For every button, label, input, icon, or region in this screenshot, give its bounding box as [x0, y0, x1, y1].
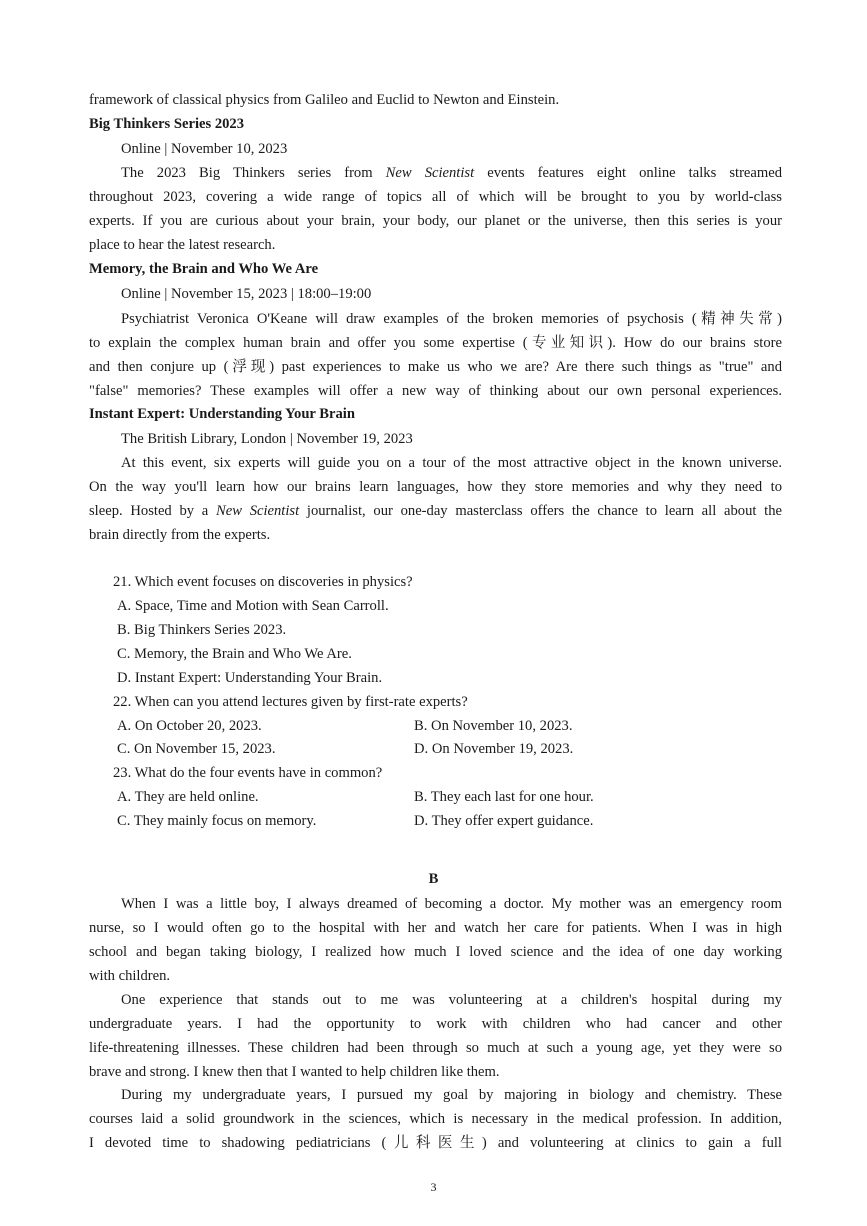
question-stem: 23. What do the four events have in common?: [113, 765, 383, 781]
passage-line: brain directly from the experts.: [89, 527, 271, 543]
answer-option: D. Instant Expert: Understanding Your Brain.: [117, 670, 383, 686]
passage-line: At this event, six experts will guide you on a tour of the most attractive object in the known universe.: [121, 455, 782, 471]
answer-option: D. On November 19, 2023.: [414, 741, 574, 757]
passage-line: I devoted time to shadowing pediatricians (儿科医生) and volunteering at clinics to gain a full: [89, 1135, 782, 1151]
passage-line: "false" memories? These examples will offer a new way of thinking about our own personal experiences.: [89, 383, 782, 399]
answer-option: A. Space, Time and Motion with Sean Carroll.: [117, 598, 389, 614]
passage-line: sleep. Hosted by a New Scientist journalist, our one-day masterclass offers the chance to learn all about the: [89, 503, 782, 519]
passage-line: life-threatening illnesses. These children had been through so much at such a young age, yet they were so: [89, 1040, 782, 1056]
answer-option: B. Big Thinkers Series 2023.: [117, 622, 287, 638]
event-meta: Online | November 15, 2023 | 18:00–19:00: [121, 286, 372, 302]
passage-line: framework of classical physics from Galileo and Euclid to Newton and Einstein.: [89, 92, 560, 108]
event-meta: Online | November 10, 2023: [121, 141, 288, 157]
answer-option: C. Memory, the Brain and Who We Are.: [117, 646, 352, 662]
answer-option: A. On October 20, 2023.: [117, 718, 262, 734]
passage-line: place to hear the latest research.: [89, 237, 276, 253]
passage-line: During my undergraduate years, I pursued my goal by majoring in biology and chemistry. These: [121, 1087, 782, 1103]
passage-line: undergraduate years. I had the opportunity to work with children who had cancer and other: [89, 1016, 782, 1032]
event-title: Big Thinkers Series 2023: [89, 116, 245, 132]
passage-line: courses laid a solid groundwork in the sciences, which is necessary in the medical profession. In addition,: [89, 1111, 782, 1127]
page-number: 3: [430, 1180, 437, 1194]
question-stem: 22. When can you attend lectures given by first-rate experts?: [113, 694, 468, 710]
answer-option: C. On November 15, 2023.: [117, 741, 276, 757]
passage-line: to explain the complex human brain and offer you some expertise (专业知识). How do our brains store: [89, 335, 782, 351]
event-title: Memory, the Brain and Who We Are: [89, 261, 319, 277]
answer-option: B. They each last for one hour.: [414, 789, 594, 805]
answer-option: B. On November 10, 2023.: [414, 718, 573, 734]
passage-line: throughout 2023, covering a wide range of topics all of which will be brought to you by world-class: [89, 189, 782, 205]
magazine-name: New Scientist: [385, 165, 475, 181]
answer-option: C. They mainly focus on memory.: [117, 813, 317, 829]
section-heading: B: [428, 871, 439, 887]
passage-line: school and began taking biology, I realized how much I loved science and the idea of one day working: [89, 944, 782, 960]
passage-line: Psychiatrist Veronica O'Keane will draw examples of the broken memories of psychosis (精神失常): [121, 311, 782, 327]
answer-option: D. They offer expert guidance.: [414, 813, 594, 829]
passage-line: with children.: [89, 968, 171, 984]
passage-line: brave and strong. I knew then that I wanted to help children like them.: [89, 1064, 500, 1080]
magazine-name: New Scientist: [216, 503, 300, 519]
passage-line: The 2023 Big Thinkers series from New Scientist events features eight online talks streamed: [121, 165, 783, 181]
question-stem: 21. Which event focuses on discoveries in physics?: [113, 574, 413, 590]
answer-option: A. They are held online.: [117, 789, 259, 805]
passage-line: experts. If you are curious about your brain, your body, our planet or the universe, then this series is your: [89, 213, 782, 229]
event-title: Instant Expert: Understanding Your Brain: [89, 406, 355, 422]
passage-line: On the way you'll learn how our brains learn languages, how they store memories and why they need to: [89, 479, 782, 495]
passage-line: One experience that stands out to me was volunteering at a children's hospital during my: [121, 992, 782, 1008]
passage-line: and then conjure up (浮现) past experiences to make us who we are? Are there such things as "true" and: [89, 359, 782, 375]
event-meta: The British Library, London | November 19, 2023: [121, 431, 413, 447]
passage-line: When I was a little boy, I always dreamed of becoming a doctor. My mother was an emergency room: [121, 896, 782, 912]
passage-line: nurse, so I would often go to the hospital with her and watch her care for patients. When I was in high: [89, 920, 782, 936]
